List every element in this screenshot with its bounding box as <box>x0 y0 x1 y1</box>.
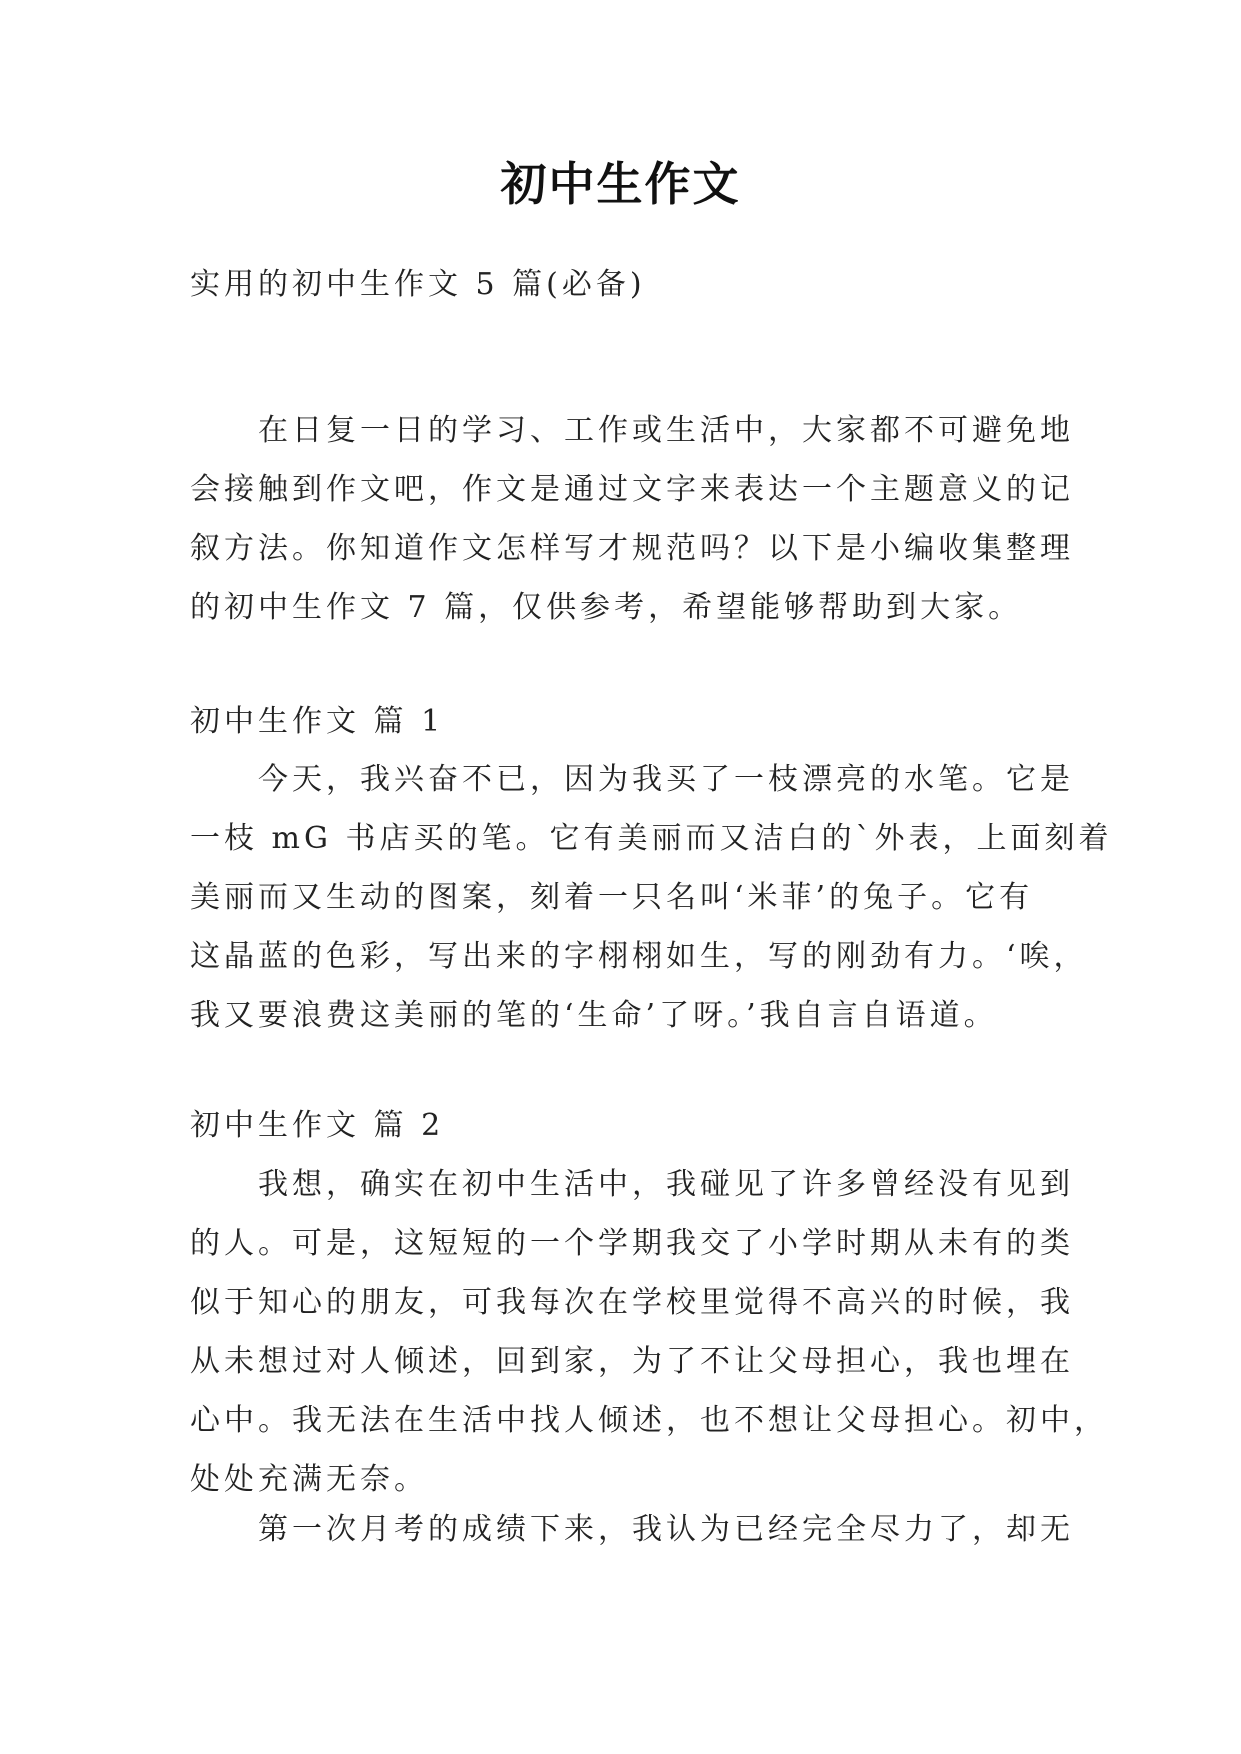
section-2-line: 的人。可是，这短短的一个学期我交了小学时期从未有的类 <box>190 1226 1074 1261</box>
section-2-line: 第一次月考的成绩下来，我认为已经完全尽力了，却无 <box>258 1512 1074 1547</box>
section-2-line: 我想，确实在初中生活中，我碰见了许多曾经没有见到 <box>258 1167 1074 1202</box>
section-1-line: 这晶蓝的色彩，写出来的字栩栩如生，写的刚劲有力。‘唉， <box>190 939 1088 974</box>
section-1-line: 今天，我兴奋不已，因为我买了一枝漂亮的水笔。它是 <box>258 762 1074 797</box>
section-2-line: 心中。我无法在生活中找人倾述，也不想让父母担心。初中， <box>190 1403 1108 1438</box>
intro-line: 在日复一日的学习、工作或生活中，大家都不可避免地 <box>258 413 1074 448</box>
intro-line: 会接触到作文吧，作文是通过文字来表达一个主题意义的记 <box>190 472 1074 507</box>
intro-line: 叙方法。你知道作文怎样写才规范吗？以下是小编收集整理 <box>190 531 1074 566</box>
section-2-paragraph <box>190 1155 1108 1509</box>
section-2-paragraph-2 <box>190 1500 1074 1559</box>
section-heading-2: 初中生作文 篇 2 <box>190 1108 445 1143</box>
section-1-line: 一枝 mG 书店买的笔。它有美丽而又洁白的`外表，上面刻着 <box>190 821 1113 856</box>
section-1-paragraph <box>190 750 1113 1045</box>
section-heading-1: 初中生作文 篇 1 <box>190 704 445 739</box>
document-subtitle: 实用的初中生作文 5 篇(必备) <box>190 267 646 302</box>
document-title: 初中生作文 <box>500 157 741 211</box>
section-1-line: 我又要浪费这美丽的笔的‘生命’了呀。’我自言自语道。 <box>190 998 998 1033</box>
intro-line: 的初中生作文 7 篇，仅供参考，希望能够帮助到大家。 <box>190 590 1023 625</box>
section-1-line: 美丽而又生动的图案，刻着一只名叫‘米菲’的兔子。它有 <box>190 880 1034 915</box>
section-2-line: 似于知心的朋友，可我每次在学校里觉得不高兴的时候，我 <box>190 1285 1074 1320</box>
section-2-line: 从未想过对人倾述，回到家，为了不让父母担心，我也埋在 <box>190 1344 1074 1379</box>
intro-paragraph <box>190 401 1074 637</box>
section-2-line: 处处充满无奈。 <box>190 1462 428 1497</box>
